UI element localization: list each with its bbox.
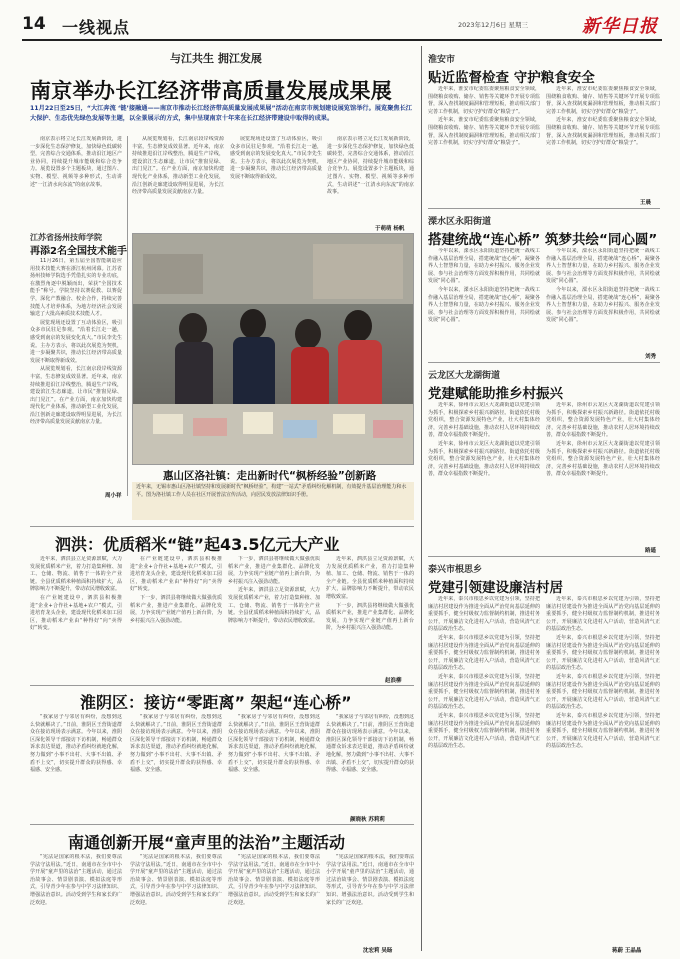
taixing-headline: 党建引领建设廉洁村居	[428, 580, 563, 596]
photo-caption: 近年来，无锡市惠山区洛社镇坚持和发展新时代“枫桥经验”，构建“一站式”矛盾纠纷化解机制，有效提升基层治理能力和水平。图为洛社镇工作人员在社区开展普法宣传活动，向居民发放法律知识手册。	[132, 482, 414, 520]
yunlong-kicker: 云龙区大龙湖街道	[428, 371, 501, 381]
section-rule	[428, 208, 660, 209]
nantong-body-3: “宪法是国家的根本法，我们要尊法学法守法用法。”近日，南通市在全市中小学开展“童声里的法治”主题活动，通过法治故事会、情景剧表演、模拟法庭等形式，引导青少年在参与中学习法律知识、增强法治意识。活动受到学生和家长的广泛欢迎。	[228, 854, 320, 906]
sihong-body-2: 在产业链建设中，泗洪县积极推进“企业+合作社+基地+农户”模式，引进培育龙头企业，建设现代化稻米加工园区，推动稻米产业由“种得好”向“卖得好”转变。 下一步，泗洪县将继续做大做强优质稻米产业，推进产业集群化、品牌化发展，力争实现产业链产值再上新台阶，为乡村振兴注入强劲动能。	[130, 556, 222, 624]
lead-kicker: 与江共生 拥江发展	[170, 52, 262, 65]
sihong-body-3: 下一步，泗洪县将继续做大做强优质稻米产业，推进产业集群化、品牌化发展，力争实现产业链产值再上新台阶，为乡村振兴注入强劲动能。 近年来，泗洪县立足资源禀赋，大力发展优质稻米产业，着力打造集种植、加工、仓储、物流、销售于一体的全产业链。全县优质稻米种植面积持续扩大，品牌影响力不断提升，带动农民增收致富。	[228, 556, 320, 624]
yunlong-body-1: 近年来，徐州市云龙区大龙湖街道以党建引领为抓手，积极探索乡村振兴新路径。街道依托村级党组织，整合资源发展特色产业，壮大村集体经济，完善乡村基础设施，推动农村人居环境持续改善，群众幸福指数不断提升。 近年来，徐州市云龙区大龙湖街道以党建引领为抓手，积极探索乡村振兴新路径。街道依托村级党组织，整合资源发展特色产业，壮大村集体经济，完善乡村基础设施，推动农村人居环境持续改善，群众幸福指数不断提升。	[428, 402, 540, 478]
huaiyin-body-2: “我家房子与邻居有纠纷，没想到这么快就解决了。”日前，淮阴区王营街道群众在接访现场表示满意。今年以来，淮阴区深化领导干部接访下访机制，畅通群众诉求表达渠道，推动矛盾纠纷就地化解，努力做到“小事不出村、大事不出镇、矛盾不上交”，切实提升群众的获得感、幸福感、安全感。	[130, 714, 222, 774]
sihong-body-4: 近年来，泗洪县立足资源禀赋，大力发展优质稻米产业，着力打造集种植、加工、仓储、物流、销售于一体的全产业链。全县优质稻米种植面积持续扩大，品牌影响力不断提升，带动农民增收致富。 下一步，泗洪县将继续做大做强优质稻米产业，推进产业集群化、品牌化发展，力争实现产业链产值再上新台阶，为乡村振兴注入强劲动能。	[326, 556, 414, 632]
school-kicker: 江苏省扬州技师学院	[30, 233, 102, 242]
photo-title: 惠山区洛社镇：走出新时代“枫桥经验”创新路	[163, 470, 377, 482]
huaian-body-1: 近年来，淮安市纪委监委聚焦粮食安全领域，围绕粮食收购、储存、销售等关键环节开展专项监督，深入查找制度漏洞和管理短板，推动相关部门完善工作机制，切实守护好群众“粮袋子”。 近年来，淮安市纪委监委聚焦粮食安全领域，围绕粮食收购、储存、销售等关键环节开展专项监督，深入查找制度漏洞和管理短板，推动相关部门完善工作机制，切实守护好群众“粮袋子”。	[428, 86, 540, 147]
yunlong-headline: 党建赋能助推乡村振兴	[428, 386, 563, 402]
section-title: 一线视点	[62, 18, 131, 37]
section-rule	[30, 526, 414, 527]
lead-body-right: 展览现场还设置了互动体验区，吸引众多市民驻足参观。“沿着长江走一趟，感受到南京的发展变化真大。”市民李先生说。主办方表示，将以此次展览为契机，进一步凝聚共识，推动长江经济带高质量发展不断取得新成效。	[230, 136, 322, 180]
column-rule	[127, 136, 128, 496]
school-byline: 周小祥	[105, 493, 122, 499]
school-body: 11月26日，第五届全国智能制造应用技术技能大赛在浙江杭州闭幕。江苏省扬州技师学院选手凭借扎实的专业功底，在激烈角逐中脱颖而出，荣获“全国技术能手”称号。学院坚持以赛促教、以赛促学，深化产教融合、校企合作，持续完善技能人才培养体系，为地方经济社会发展输送了大批高素质技术技能人才。 展览现场还设置了互动体验区，吸引众多市民驻足参观。“沿着长江走一趟，感受到南京的发展变化真大。”市民李先生说。主办方表示，将以此次展览为契机，进一步凝聚共识，推动长江经济带高质量发展不断取得新成效。 从展览规划看，长江南京段岸线资源丰富，生态修复成效显著。近年来，南京持续推进沿江岸线整治，腾退生产岸线，建设滨江生态廊道，让市民“推窗见绿、出门见江”。在产业方面，南京加快构建现代化产业体系，推动新型工业化发展，沿江创新走廊建设取得明显进展，为长江经济带高质量发展贡献南京力量。	[30, 258, 122, 426]
news-photo	[132, 233, 414, 465]
lead-body-far: 南京表示将立足长江发展新阶段，进一步深化生态保护修复，加快绿色低碳转型，完善综合交通体系，推动沿江地区产业协同，持续提升城市能级和综合竞争力。展览设置多个主题板块，通过图片、实物、模型、视频等多种形式，生动讲述“一江清水向东流”的南京故事。	[327, 136, 414, 196]
huaiyin-byline: 颜晓秋 苏莉莉	[350, 817, 385, 823]
section-rule	[428, 362, 660, 363]
lead-body-mid: 从展览规划看，长江南京段岸线资源丰富，生态修复成效显著。近年来，南京持续推进沿江岸线整治，腾退生产岸线，建设滨江生态廊道，让市民“推窗见绿、出门见江”。在产业方面，南京加快构建现代化产业体系，推动新型工业化发展，沿江创新走廊建设取得明显进展，为长江经济带高质量发展贡献南京力量。	[132, 136, 224, 196]
sihong-body-1: 近年来，泗洪县立足资源禀赋，大力发展优质稻米产业，着力打造集种植、加工、仓储、物流、销售于一体的全产业链。全县优质稻米种植面积持续扩大，品牌影响力不断提升，带动农民增收致富。 在产业链建设中，泗洪县积极推进“企业+合作社+基地+农户”模式，引进培育龙头企业，建设现代化稻米加工园区，推动稻米产业由“种得好”向“卖得好”转变。	[30, 556, 122, 632]
newspaper-logo: 新华日报	[582, 16, 658, 37]
liyang-headline: 搭建统战“连心桥” 筑梦共绘“同心圆”	[428, 232, 658, 248]
lead-byline: 于萌萌 杨帆	[375, 226, 405, 232]
nantong-headline: 南通创新开展“童声里的法治”主题活动	[68, 833, 346, 852]
nantong-body-1: “宪法是国家的根本法，我们要尊法学法守法用法。”近日，南通市在全市中小学开展“童声里的法治”主题活动，通过法治故事会、情景剧表演、模拟法庭等形式，引导青少年在参与中学习法律知识、增强法治意识。活动受到学生和家长的广泛欢迎。	[30, 854, 122, 906]
sihong-headline: 泗洪：优质稻米“链”起43.5亿元大产业	[55, 535, 340, 554]
taixing-byline: 蒋蔚 王晶晶	[612, 948, 642, 954]
nantong-body-2: “宪法是国家的根本法，我们要尊法学法守法用法。”近日，南通市在全市中小学开展“童声里的法治”主题活动，通过法治故事会、情景剧表演、模拟法庭等形式，引导青少年在参与中学习法律知识、增强法治意识。活动受到学生和家长的广泛欢迎。	[130, 854, 222, 906]
nantong-byline: 沈宏莉 吴旸	[363, 948, 393, 954]
lead-body-left: 南京表示将立足长江发展新阶段，进一步深化生态保护修复，加快绿色低碳转型，完善综合交通体系，推动沿江地区产业协同，持续提升城市能级和综合竞争力。展览设置多个主题板块，通过图片、实物、模型、视频等多种形式，生动讲述“一江清水向东流”的南京故事。	[30, 136, 122, 188]
taixing-kicker: 泰兴市根思乡	[428, 565, 483, 575]
header-rule	[22, 39, 662, 41]
huaian-kicker: 淮安市	[428, 55, 456, 65]
section-rule	[428, 556, 660, 557]
section-rule	[30, 685, 414, 686]
liyang-byline: 刘秀	[645, 354, 657, 360]
lead-summary: 11月22日至25日，“大江奔流 ‘链’接融通——南京市推动长江经济带高质量发展成果展”活动在南京市规划建设展览馆举行。展览聚焦长江大保护、生态优先绿色发展等主题，以全景展示的方式，集中呈现南京十年来在长江经济带建设中取得的成果。	[30, 105, 412, 122]
huaiyin-body-1: “我家房子与邻居有纠纷，没想到这么快就解决了。”日前，淮阴区王营街道群众在接访现场表示满意。今年以来，淮阴区深化领导干部接访下访机制，畅通群众诉求表达渠道，推动矛盾纠纷就地化解，努力做到“小事不出村、大事不出镇、矛盾不上交”，切实提升群众的获得感、幸福感、安全感。	[30, 714, 122, 774]
liyang-body-1: 今年以来，溧水区永阳街道坚持把统一战线工作融入基层治理全局，搭建统战“连心桥”，凝聚各界人士智慧和力量，在助力乡村振兴、服务企业发展、参与社会治理等方面发挥积极作用，共同绘就发展“同心圆”。 今年以来，溧水区永阳街道坚持把统一战线工作融入基层治理全局，搭建统战“连心桥”，凝聚各界人士智慧和力量，在助力乡村振兴、服务企业发展、参与社会治理等方面发挥积极作用，共同绘就发展“同心圆”。	[428, 248, 540, 324]
issue-date: 2023年12月6日 星期三	[458, 21, 529, 29]
right-column-rule	[421, 46, 422, 951]
huaiyin-body-4: “我家房子与邻居有纠纷，没想到这么快就解决了。”日前，淮阴区王营街道群众在接访现场表示满意。今年以来，淮阴区深化领导干部接访下访机制，畅通群众诉求表达渠道，推动矛盾纠纷就地化解，努力做到“小事不出村、大事不出镇、矛盾不上交”，切实提升群众的获得感、幸福感、安全感。	[326, 714, 414, 774]
page-header	[22, 14, 662, 36]
liyang-kicker: 溧水区永阳街道	[428, 217, 492, 227]
huaian-body-2: 近年来，淮安市纪委监委聚焦粮食安全领域，围绕粮食收购、储存、销售等关键环节开展专项监督，深入查找制度漏洞和管理短板，推动相关部门完善工作机制，切实守护好群众“粮袋子”。 近年来，淮安市纪委监委聚焦粮食安全领域，围绕粮食收购、储存、销售等关键环节开展专项监督，深入查找制度漏洞和管理短板，推动相关部门完善工作机制，切实守护好群众“粮袋子”。	[546, 86, 660, 147]
school-headline: 再添2名全国技术能手	[30, 246, 127, 257]
huaian-headline: 贴近监督检查 守护粮食安全	[428, 70, 595, 86]
taixing-body-1: 近年来，泰兴市根思乡以党建为引领，坚持把廉洁村居建设作为推进全面从严治党向基层延伸的重要抓手，健全村级权力监督制约机制，推进村务公开，开展廉洁文化进村入户活动，营造风清气正的基层政治生态。 近年来，泰兴市根思乡以党建为引领，坚持把廉洁村居建设作为推进全面从严治党向基层延伸的重要抓手，健全村级权力监督制约机制，推进村务公开，开展廉洁文化进村入户活动，营造风清气正的基层政治生态。 近年来，泰兴市根思乡以党建为引领，坚持把廉洁村居建设作为推进全面从严治党向基层延伸的重要抓手，健全村级权力监督制约机制，推进村务公开，开展廉洁文化进村入户活动，营造风清气正的基层政治生态。 近年来，泰兴市根思乡以党建为引领，坚持把廉洁村居建设作为推进全面从严治党向基层延伸的重要抓手，健全村级权力监督制约机制，推进村务公开，开展廉洁文化进村入户活动，营造风清气正的基层政治生态。	[428, 596, 540, 750]
yunlong-byline: 路遥	[645, 548, 657, 554]
page-number: 14	[22, 14, 46, 34]
huaiyin-body-3: “我家房子与邻居有纠纷，没想到这么快就解决了。”日前，淮阴区王营街道群众在接访现场表示满意。今年以来，淮阴区深化领导干部接访下访机制，畅通群众诉求表达渠道，推动矛盾纠纷就地化解，努力做到“小事不出村、大事不出镇、矛盾不上交”，切实提升群众的获得感、幸福感、安全感。	[228, 714, 320, 774]
huaiyin-headline: 淮阴区：接访“零距离” 架起“连心桥”	[80, 693, 352, 712]
yunlong-body-2: 近年来，徐州市云龙区大龙湖街道以党建引领为抓手，积极探索乡村振兴新路径。街道依托村级党组织，整合资源发展特色产业，壮大村集体经济，完善乡村基础设施，推动农村人居环境持续改善，群众幸福指数不断提升。 近年来，徐州市云龙区大龙湖街道以党建引领为抓手，积极探索乡村振兴新路径。街道依托村级党组织，整合资源发展特色产业，壮大村集体经济，完善乡村基础设施，推动农村人居环境持续改善，群众幸福指数不断提升。	[546, 402, 660, 478]
taixing-body-2: 近年来，泰兴市根思乡以党建为引领，坚持把廉洁村居建设作为推进全面从严治党向基层延伸的重要抓手，健全村级权力监督制约机制，推进村务公开，开展廉洁文化进村入户活动，营造风清气正的基层政治生态。 近年来，泰兴市根思乡以党建为引领，坚持把廉洁村居建设作为推进全面从严治党向基层延伸的重要抓手，健全村级权力监督制约机制，推进村务公开，开展廉洁文化进村入户活动，营造风清气正的基层政治生态。 近年来，泰兴市根思乡以党建为引领，坚持把廉洁村居建设作为推进全面从严治党向基层延伸的重要抓手，健全村级权力监督制约机制，推进村务公开，开展廉洁文化进村入户活动，营造风清气正的基层政治生态。 近年来，泰兴市根思乡以党建为引领，坚持把廉洁村居建设作为推进全面从严治党向基层延伸的重要抓手，健全村级权力监督制约机制，推进村务公开，开展廉洁文化进村入户活动，营造风清气正的基层政治生态。	[546, 596, 660, 750]
nantong-body-4: “宪法是国家的根本法，我们要尊法学法守法用法。”近日，南通市在全市中小学开展“童声里的法治”主题活动，通过法治故事会、情景剧表演、模拟法庭等形式，引导青少年在参与中学习法律知识、增强法治意识。活动受到学生和家长的广泛欢迎。	[326, 854, 414, 906]
sihong-byline: 赵浪柳	[385, 678, 402, 684]
liyang-body-2: 今年以来，溧水区永阳街道坚持把统一战线工作融入基层治理全局，搭建统战“连心桥”，凝聚各界人士智慧和力量，在助力乡村振兴、服务企业发展、参与社会治理等方面发挥积极作用，共同绘就发展“同心圆”。 今年以来，溧水区永阳街道坚持把统一战线工作融入基层治理全局，搭建统战“连心桥”，凝聚各界人士智慧和力量，在助力乡村振兴、服务企业发展、参与社会治理等方面发挥积极作用，共同绘就发展“同心圆”。	[546, 248, 660, 324]
photo-illustration	[133, 234, 414, 465]
lead-headline: 南京举办长江经济带高质量发展成果展	[30, 78, 393, 103]
huaian-byline: 王晨	[640, 200, 652, 206]
section-rule	[30, 824, 414, 825]
